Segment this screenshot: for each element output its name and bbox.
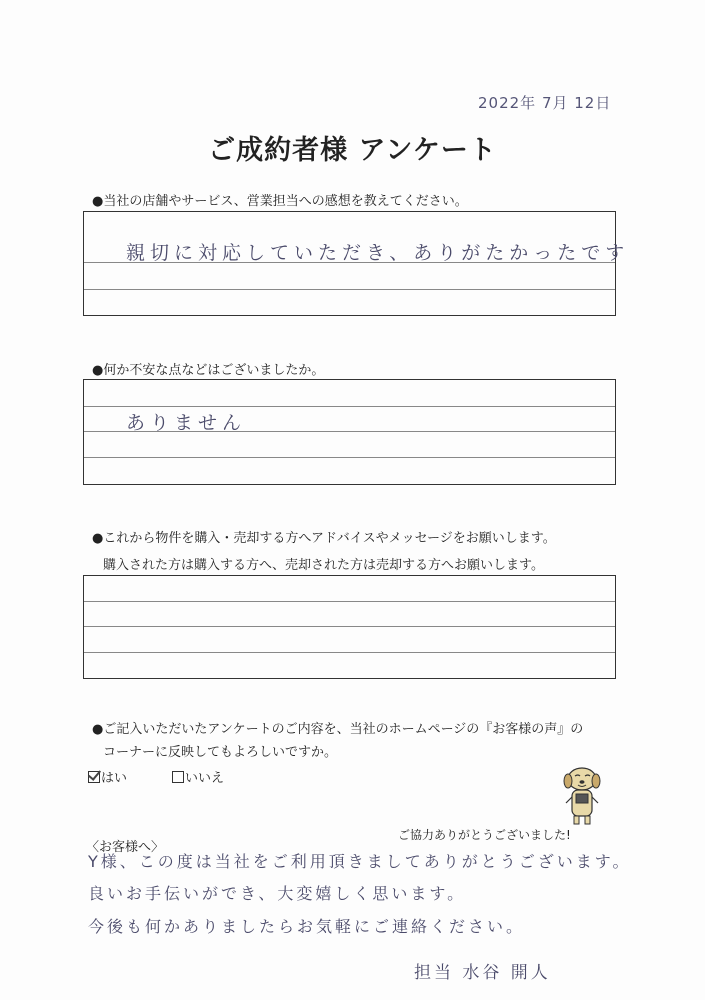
thanks-message: ご協力ありがとうございました! (398, 828, 571, 842)
question-3: ●これから物件を購入・売却する方へアドバイスやメッセージをお願いします。 (92, 531, 556, 546)
page-title: ご成約者様 アンケート (208, 135, 497, 166)
customer-message-line-1: Y様、この度は当社をご利用頂きましてありがとうございます。 (88, 852, 632, 871)
customer-message-line-3: 今後も何かありましたらお気軽にご連絡ください。 (88, 917, 526, 936)
answer-text-2: ありません (126, 412, 247, 434)
question-2: ●何か不安な点などはございましたか。 (92, 363, 325, 378)
question-1: ●当社の店舗やサービス、営業担当への感想を教えてください。 (92, 194, 468, 209)
option-yes-label: はい (101, 771, 128, 786)
checkbox-checked-icon[interactable] (88, 771, 100, 783)
staff-signature: 担当 水谷 開人 (414, 963, 551, 983)
question-3-note: 購入された方は購入する方へ、売却された方は売却する方へお願いします。 (103, 558, 544, 573)
option-yes[interactable] (88, 767, 127, 786)
option-no-label: いいえ (185, 771, 225, 786)
answer-box-2[interactable] (83, 379, 616, 485)
question-4-line-1: ●ご記入いただいたアンケートのご内容を、当社のホームページの『お客様の声』の (92, 722, 584, 737)
answer-box-3[interactable] (83, 575, 616, 679)
dog-mascot-icon (560, 765, 605, 827)
checkbox-empty-icon[interactable] (172, 771, 184, 783)
answer-box-1[interactable] (83, 211, 630, 316)
customer-message-line-2: 良いお手伝いができ、大変嬉しく思います。 (88, 884, 467, 903)
survey-date: 2022年 7月 12日 (478, 94, 612, 112)
question-4-line-2: コーナーに反映してもよろしいですか。 (103, 745, 338, 760)
option-no[interactable] (172, 767, 224, 786)
answer-text-1: 親切に対応していただき、ありがたかったです (126, 242, 630, 264)
customer-message-header: 〈お客様へ〉 (86, 840, 165, 855)
